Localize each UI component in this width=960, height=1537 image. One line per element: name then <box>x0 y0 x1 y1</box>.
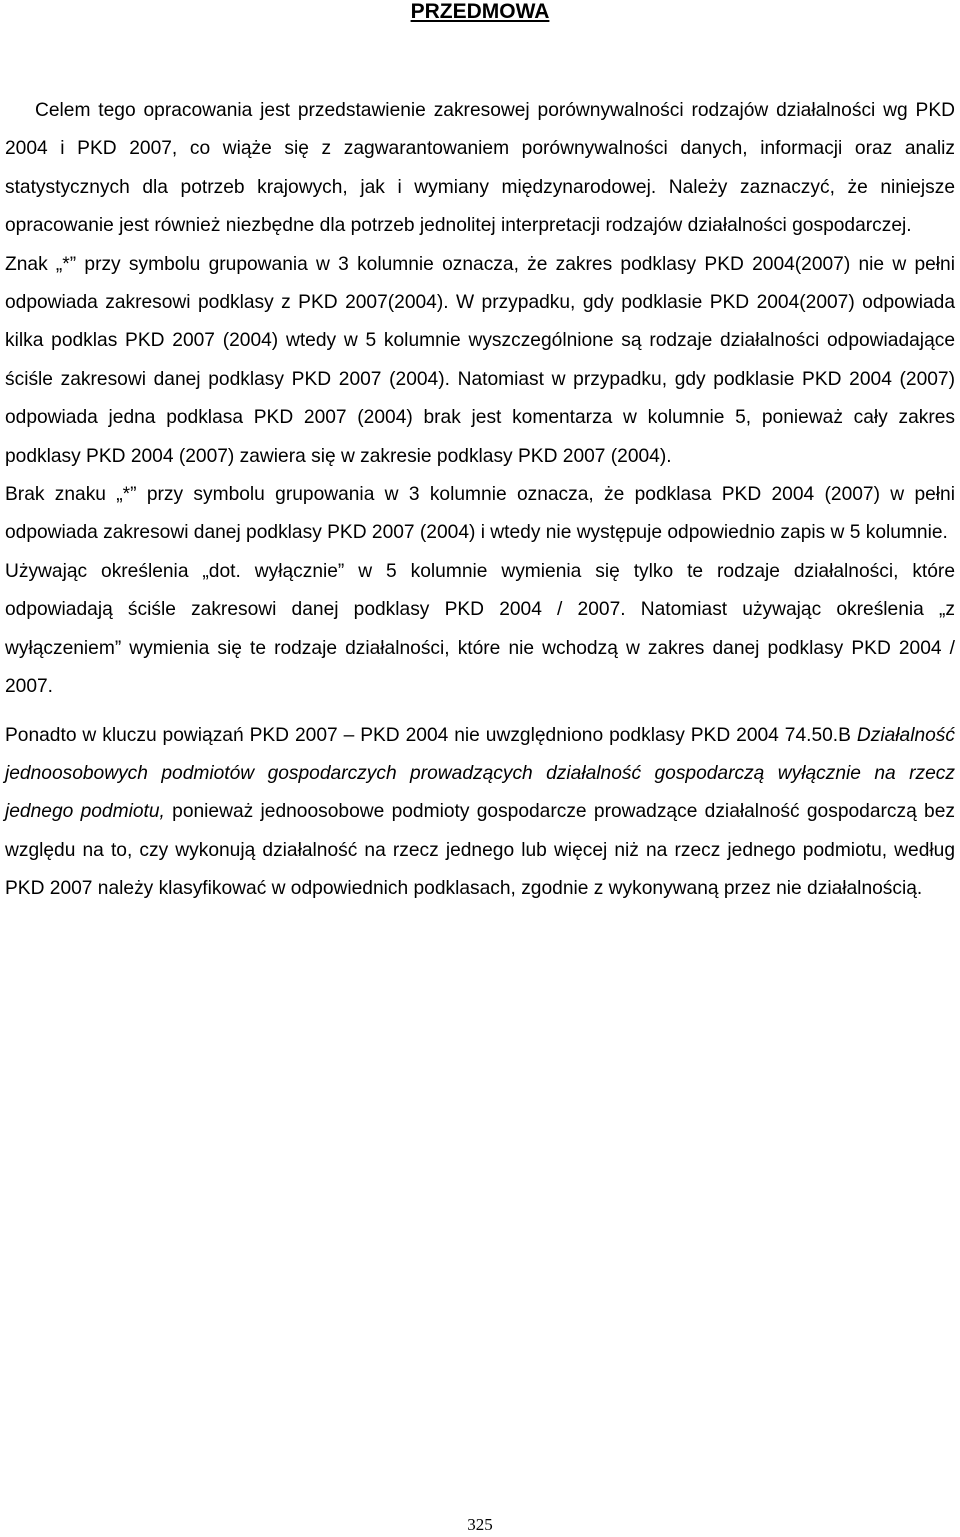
subclass-name: Działalność jednoosobowych podmiotów gospodarczych prowadzących działalność gospodarczą wyłącznie na rzecz jednego podmiotu, <box>5 724 955 823</box>
body-text <box>5 92 955 909</box>
paragraph-terms: Używając określenia „dot. wyłącznie” w 5 kolumnie wymienia się tylko te rodzaje działalności, które odpowiadają ściśle zakresowi danej podklasy PKD 2004 / 2007. Natomiast używając określenia „z wyłączeniem” wymienia się te rodzaje działalności, które nie wchodzą w zakres danej podklasy PKD 2004 / 2007. <box>5 560 955 698</box>
paragraph-tail: ponieważ jednoosobowe podmioty gospodarcze prowadzące działalność gospodarczą bez względu na to, czy wykonują działalność na rzecz jednego lub więcej niż na rzecz jednego podmiotu, według PKD 2007 należy klasyfikować w odpowiednich podklasach, zgodnie z wykonywaną przez nie działalnością. <box>5 801 955 900</box>
page-title: PRZEDMOWA <box>410 0 550 23</box>
paragraph-asterisk-meaning: Znak „*” przy symbolu grupowania w 3 kolumnie oznacza, że zakres podklasy PKD 2004(2007) nie w pełni odpowiada zakresowi podklasy z PKD 2007(2004). W przypadku, gdy podklasie PKD 2004(2007) odpowiada kilka podklas PKD 2007 (2004) wtedy w 5 kolumnie wyszczególnione są rodzaje działalności odpowiadające ściśle zakresowi danej podklasy PKD 2007 (2004). Natomiast w przypadku, gdy podklasie PKD 2004 (2007) odpowiada jedna podklasa PKD 2007 (2004) brak jest komentarza w kolumnie 5, ponieważ cały zakres podklasy PKD 2004 (2007) zawiera się w zakresie podklasy PKD 2007 (2004). <box>5 253 955 467</box>
page-number: 325 <box>467 1515 493 1534</box>
paragraph-lead: Ponadto w kluczu powiązań PKD 2007 – PKD 2004 nie uwzględniono podklasy PKD 2004 74.50.B <box>5 724 857 746</box>
paragraph-no-asterisk: Brak znaku „*” przy symbolu grupowania w 3 kolumnie oznacza, że podklasa PKD 2004 (2007) w pełni odpowiada zakresowi danej podklasy PKD 2007 (2004) i wtedy nie występuje odpowiednio zapis w 5 kolumnie. <box>5 484 955 544</box>
paragraph-excluded-subclass <box>5 717 955 909</box>
paragraph-intro: Celem tego opracowania jest przedstawienie zakresowej porównywalności rodzajów działalności wg PKD 2004 i PKD 2007, co wiąże się z zagwarantowaniem porównywalności danych, informacji oraz analiz statystycznych dla potrzeb krajowych, jak i wymiany międzynarodowej. Należy zaznaczyć, że niniejsze opracowanie jest również niezbędne dla potrzeb jednolitej interpretacji rodzajów działalności gospodarczej. <box>5 100 955 237</box>
